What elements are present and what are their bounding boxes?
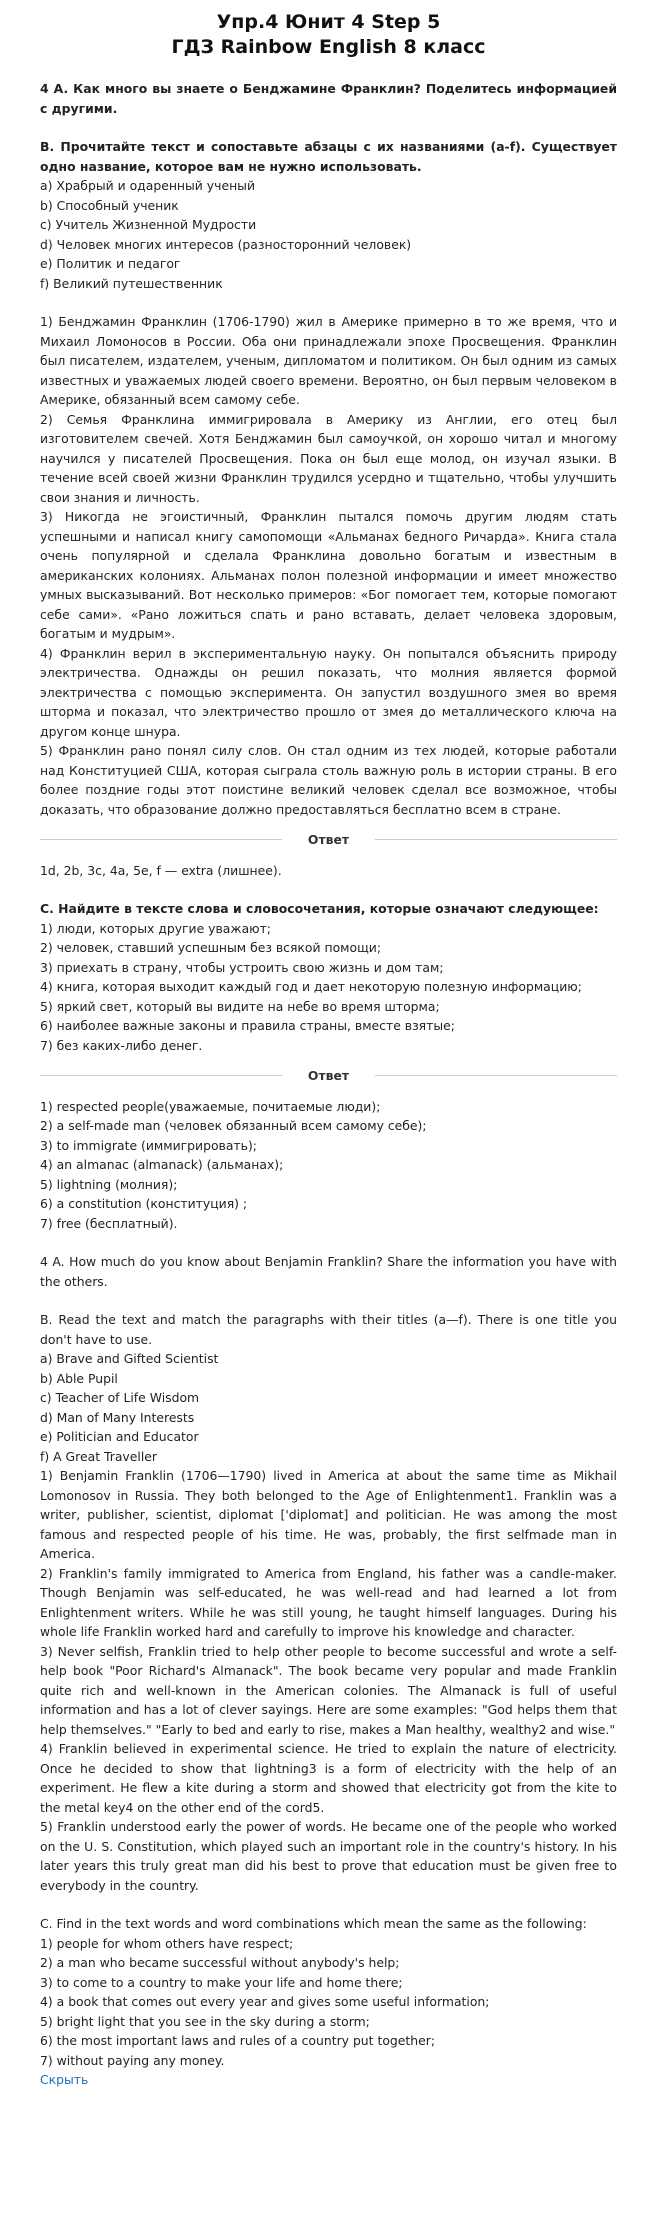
list-item: 5) bright light that you see in the sky during a storm; [40,2013,370,2029]
ru-paragraph-3: 3) Никогда не эгоистичный, Франклин пытался помочь другим людям стать успешными и написал книгу самопомощи «Альманах бедного Ричарда». Книга стала очень популярной и сделала Франклина довольно богатым и известным в американских колониях. Альманах полон полезной информации и имеет множество умных высказываний. Вот несколько примеров: «Бог помогает тем, которые помогают себе сами». «Рано ложиться спать и рано вставать, делает человека здоровым, богатым и мудрым». [40,509,617,641]
c-answers [40,1097,617,1234]
page-title [40,10,617,60]
list-item: d) Man of Many Interests [40,1409,195,1425]
en-titles-list [40,1349,617,1466]
list-item: 1) people for whom others have respect; [40,1935,294,1951]
list-item: 2) a man who became successful without anybody's help; [40,1955,400,1970]
ru-paragraph-4: 4) Франклин верил в экспериментальную науку. Он попытался объяснить природу электричества. Однажды он решил показать, что молния является формой электричества с помощью эксперимента. Он запустил воздушного змея во время шторма и показал, что электричество прошло от змея до металлического ключа на другом конце шнура. [40,645,617,739]
list-item: 3) приехать в страну, чтобы устроить свою жизнь и дом там; [40,959,444,975]
ru-paragraph-5: 5) Франклин рано понял силу слов. Он стал одним из тех людей, которые работали над Конституцией США, которая сыграла столь важную роль в истории страны. В его более поздние годы этот поистине великий человек сделал все возможное, чтобы доказать, что образование должно предоставляться бесплатно всем в стране. [40,743,617,817]
list-item: c) Teacher of Life Wisdom [40,1390,200,1405]
list-item: 6) a constitution (конституция) ; [40,1196,248,1211]
en-c-items [40,1934,617,2071]
ru-paragraph-1: 1) Бенджамин Франклин (1706-1790) жил в Америке примерно в то же время, что и Михаил Ломоносов в России. Оба они принадлежали эпохе Просвещения. Франклин был писателем, издателем, ученым, дипломатом и политиком. Он был одним из самых известных и уважаемых людей своего времени. Вероятно, он был первым человеком в Америке, обязанный всем самому себе. [40,314,617,407]
list-item: 4) an almanac (almanack) (альманах); [40,1157,284,1172]
list-item: 7) без каких-либо денег. [40,1037,203,1053]
ru-paragraph-2: 2) Семья Франклина иммигрировала в Америку из Англии, его отец был изготовителем свечей. Хотя Бенджамин был самоучкой, он хорошо читал и многому научился у писателей Просвещения. Пока он был еще молод, он изучал языки. В течение всей своей жизни Франклин трудился усердно и тщательно, чтобы улучшить свои знания и личность. [40,411,617,505]
list-item: 4) книга, которая выходит каждый год и дает некоторую полезную информацию; [40,979,582,994]
answer-divider-c [40,1066,617,1086]
ru-task-c: C. Найдите в тексте слова и словосочетания, которые означают следующее: [40,901,599,916]
list-item: 1) люди, которых другие уважают; [40,920,271,936]
answer-label: Ответ [307,832,350,847]
list-item: d) Человек многих интересов (разносторонний человек) [40,236,412,252]
title-line-2: ГДЗ Rainbow English 8 класс [171,36,486,58]
en-paragraph-4: 4) Franklin believed in experimental science. He tried to explain the nature of electricity. Once he decided to show that lightning3 is a form of electricity with the help of an experiment. He flew a kite during a storm and showed that electricity got from the kite to the metal key4 on the other end of the cord5. [40,1741,617,1815]
list-item: 6) наиболее важные законы и правила страны, вместе взятые; [40,1018,455,1033]
list-item: e) Politician and Educator [40,1429,199,1444]
en-text [40,1466,617,1895]
list-item: 5) lightning (молния); [40,1176,178,1192]
hide-link[interactable]: Скрыть [40,2072,89,2087]
list-item: a) Brave and Gifted Scientist [40,1351,219,1366]
ru-task-b: B. Прочитайте текст и сопоставьте абзацы с их названиями (a-f). Существует одно название, которое вам не нужно использовать. [40,139,617,174]
en-task-c: C. Find in the text words and word combinations which mean the same as the following: [40,1916,587,1931]
list-item: 5) яркий свет, который вы видите на небе во время шторма; [40,998,440,1014]
en-paragraph-2: 2) Franklin's family immigrated to America from England, his father was a candle-maker. Though Benjamin was self-educated, he was well-read and had learned a lot from Enlightenment writers. While he was still young, he taught himself languages. During his whole life Franklin worked hard and carefully to improve his knowledge and character. [40,1565,617,1639]
title-line-1: Упр.4 Юнит 4 Step 5 [216,11,441,33]
list-item: f) A Great Traveller [40,1448,157,1464]
answer-b: 1d, 2b, 3c, 4a, 5e, f — extra (лишнее). [40,862,282,878]
en-task-b: B. Read the text and match the paragraphs with their titles (a—f). There is one title you don't have to use. [40,1312,617,1347]
list-item: c) Учитель Жизненной Мудрости [40,217,257,232]
list-item: a) Храбрый и одаренный ученый [40,178,256,193]
answer-label: Ответ [307,1068,350,1083]
en-paragraph-3: 3) Never selfish, Franklin tried to help other people to become successful and wrote a self-help book "Poor Richard's Almanack". The book became very popular and made Franklin quite rich and well-known in the American colonies. The Almanack is full of useful information and has a lot of clever sayings. Here are some examples: "God helps them that help themselves." "Early to bed and early to rise, makes a Man healthy, wealthy2 and wise." [40,1643,617,1737]
list-item: 2) человек, ставший успешным без всякой помощи; [40,940,381,955]
ru-titles-list [40,176,617,293]
list-item: f) Великий путешественник [40,275,223,291]
list-item: 7) without paying any money. [40,2052,225,2068]
list-item: 4) a book that comes out every year and gives some useful information; [40,1994,490,2009]
ru-c-items [40,919,617,1056]
list-item: 3) to come to a country to make your life and home there; [40,1974,403,1990]
list-item: 3) to immigrate (иммигрировать); [40,1137,257,1153]
list-item: 2) a self-made man (человек обязанный всем самому себе); [40,1118,427,1133]
en-paragraph-5: 5) Franklin understood early the power of words. He became one of the people who worked on the U. S. Constitution, which played such an important role in the country's history. In his later years this truly great man did his best to prove that education must be given free to everybody in the country. [40,1819,617,1893]
list-item: b) Able Pupil [40,1370,118,1386]
list-item: 7) free (бесплатный). [40,1215,178,1231]
answer-divider-b [40,830,617,850]
ru-text [40,312,617,819]
list-item: b) Способный ученик [40,197,179,213]
list-item: 1) respected people(уважаемые, почитаемые люди); [40,1098,381,1114]
ru-task-a: 4 A. Как много вы знаете о Бенджамине Франклин? Поделитесь информацией с другими. [40,81,617,116]
en-paragraph-1: 1) Benjamin Franklin (1706—1790) lived in America at about the same time as Mikhail Lomonosov in Russia. They both belonged to the Age of Enlightenment1. Franklin was a writer, publisher, scientist, diplomat ['diplomat] and politician. He was among the most famous and respected people of his time. He was, probably, the first selfmade man in America. [40,1468,617,1561]
list-item: 6) the most important laws and rules of a country put together; [40,2033,435,2048]
list-item: e) Политик и педагог [40,256,181,271]
en-task-a: 4 A. How much do you know about Benjamin Franklin? Share the information you have with the others. [40,1254,617,1289]
